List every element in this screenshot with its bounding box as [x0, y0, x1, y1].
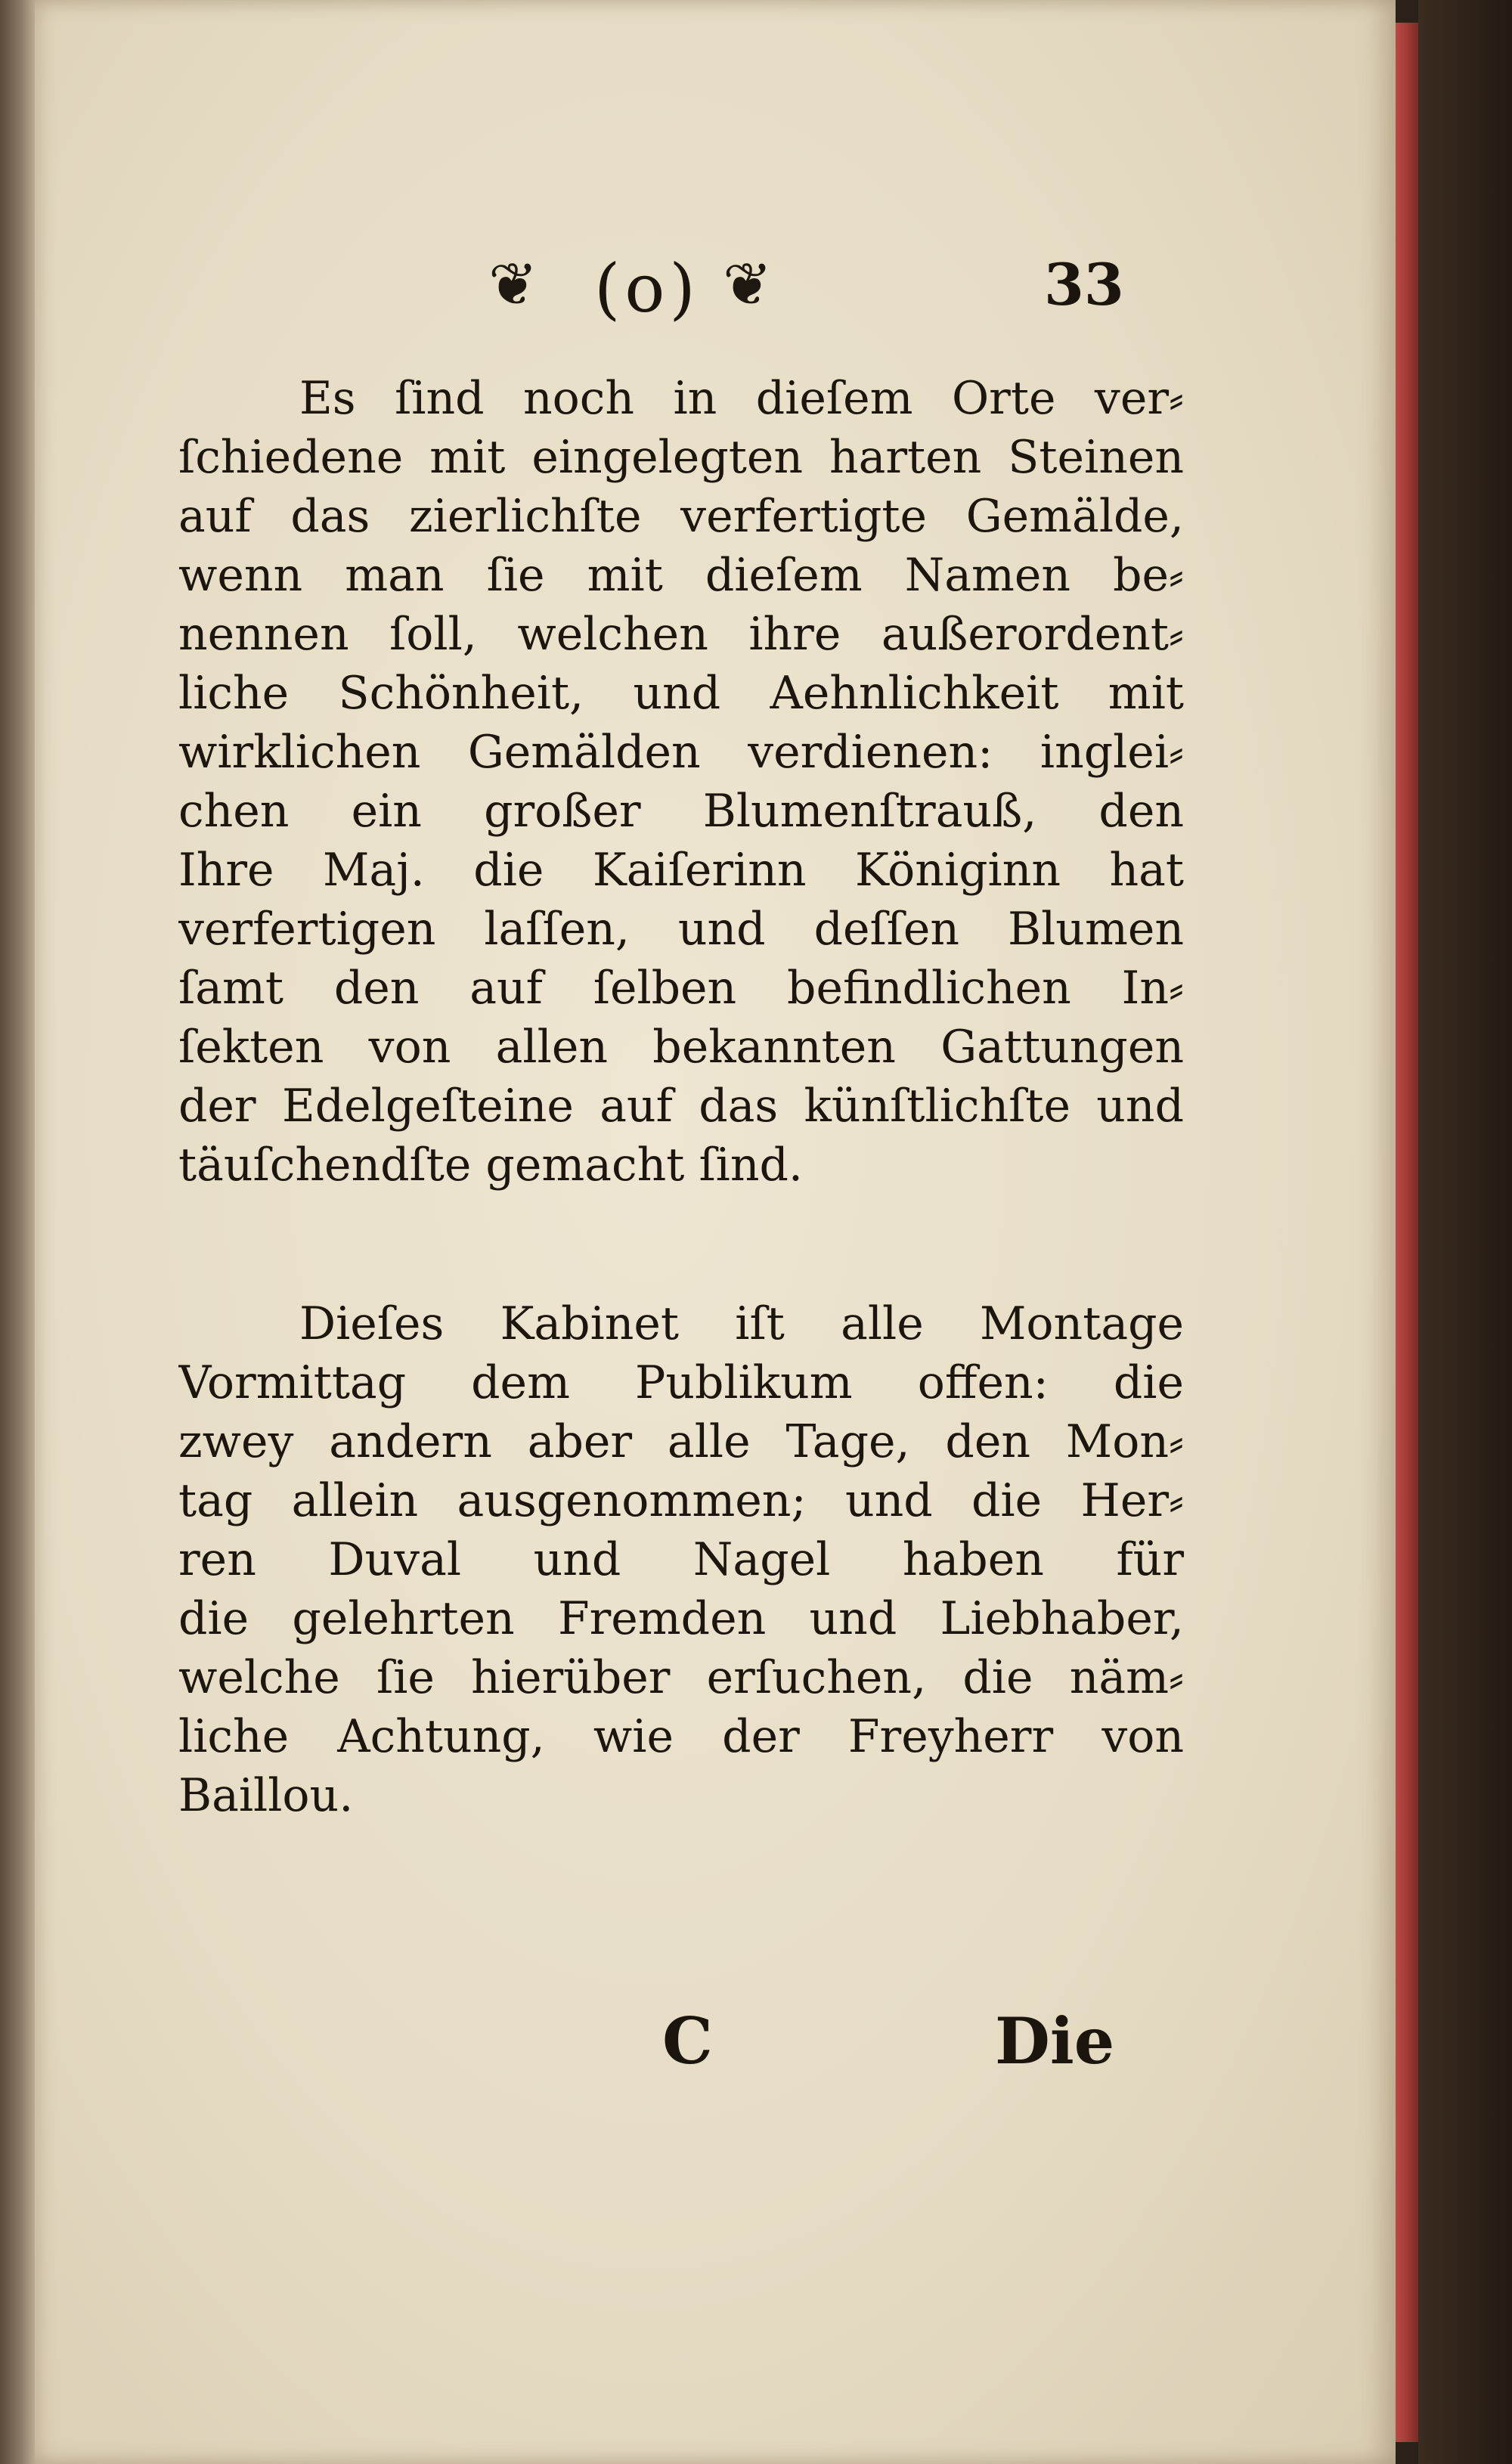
text-line: Es ſind noch in dieſem Orte ver⸗	[299, 372, 1184, 425]
text-line: der Edelgeſteine auf das künſtlichſte und	[178, 1080, 1184, 1133]
book-cover-edge	[1418, 0, 1512, 2464]
text-line: zwey andern aber alle Tage, den Mon⸗	[178, 1415, 1184, 1468]
text-line: wirklichen Gemälden verdienen: inglei⸗	[178, 726, 1184, 779]
red-page-edge	[1396, 23, 1418, 2442]
text-line: ſamt den auf ſelben befindlichen In⸗	[178, 962, 1184, 1015]
page-footer	[35, 2004, 1396, 2094]
text-line: liche Schönheit, und Aehnlichkeit mit	[178, 667, 1184, 720]
text-line: nennen ſoll, welchen ihre außerordent⸗	[178, 608, 1184, 661]
fleuron-left-icon: ❦	[488, 251, 538, 319]
header-mark: (o)	[594, 249, 700, 327]
text-line: die gelehrten Fremden und Liebhaber,	[178, 1592, 1184, 1645]
text-line: Baillou.	[178, 1769, 354, 1822]
text-line: verfertigen laſſen, und deſſen Blumen	[178, 903, 1184, 956]
text-line: chen ein großer Blumenſtrauß, den	[178, 785, 1184, 838]
text-line: Ihre Maj. die Kaiſerinn Königinn hat	[178, 844, 1184, 897]
text-line: welche ſie hierüber erſuchen, die näm⸗	[178, 1651, 1184, 1704]
book-page	[35, 0, 1396, 2464]
text-line: Dieſes Kabinet iſt alle Montage	[299, 1297, 1184, 1350]
catchword: Die	[995, 2004, 1115, 2078]
text-line: Vormittag dem Publikum offen: die	[178, 1356, 1184, 1409]
text-line: ſekten von allen bekannten Gattungen	[178, 1021, 1184, 1074]
text-line: liche Achtung, wie der Freyherr von	[178, 1710, 1184, 1763]
page-number: 33	[1044, 251, 1124, 318]
paragraph-2	[178, 1294, 1184, 1825]
text-line: tag allein ausgenommen; und die Her⸗	[178, 1474, 1184, 1527]
paragraph-1	[178, 369, 1184, 1195]
text-line: auf das zierlichſte verfertigte Gemälde,	[178, 490, 1184, 543]
text-line: ſchiedene mit eingelegten harten Steinen	[178, 431, 1184, 484]
running-header	[35, 242, 1396, 333]
fleuron-right-icon: ❦	[723, 251, 773, 319]
text-line: wenn man ſie mit dieſem Namen be⸗	[178, 549, 1184, 602]
signature-mark: C	[662, 2004, 713, 2078]
book-gutter	[0, 0, 35, 2464]
text-line: ren Duval und Nagel haben für	[178, 1533, 1184, 1586]
text-line: täuſchendſte gemacht ſind.	[178, 1139, 803, 1192]
